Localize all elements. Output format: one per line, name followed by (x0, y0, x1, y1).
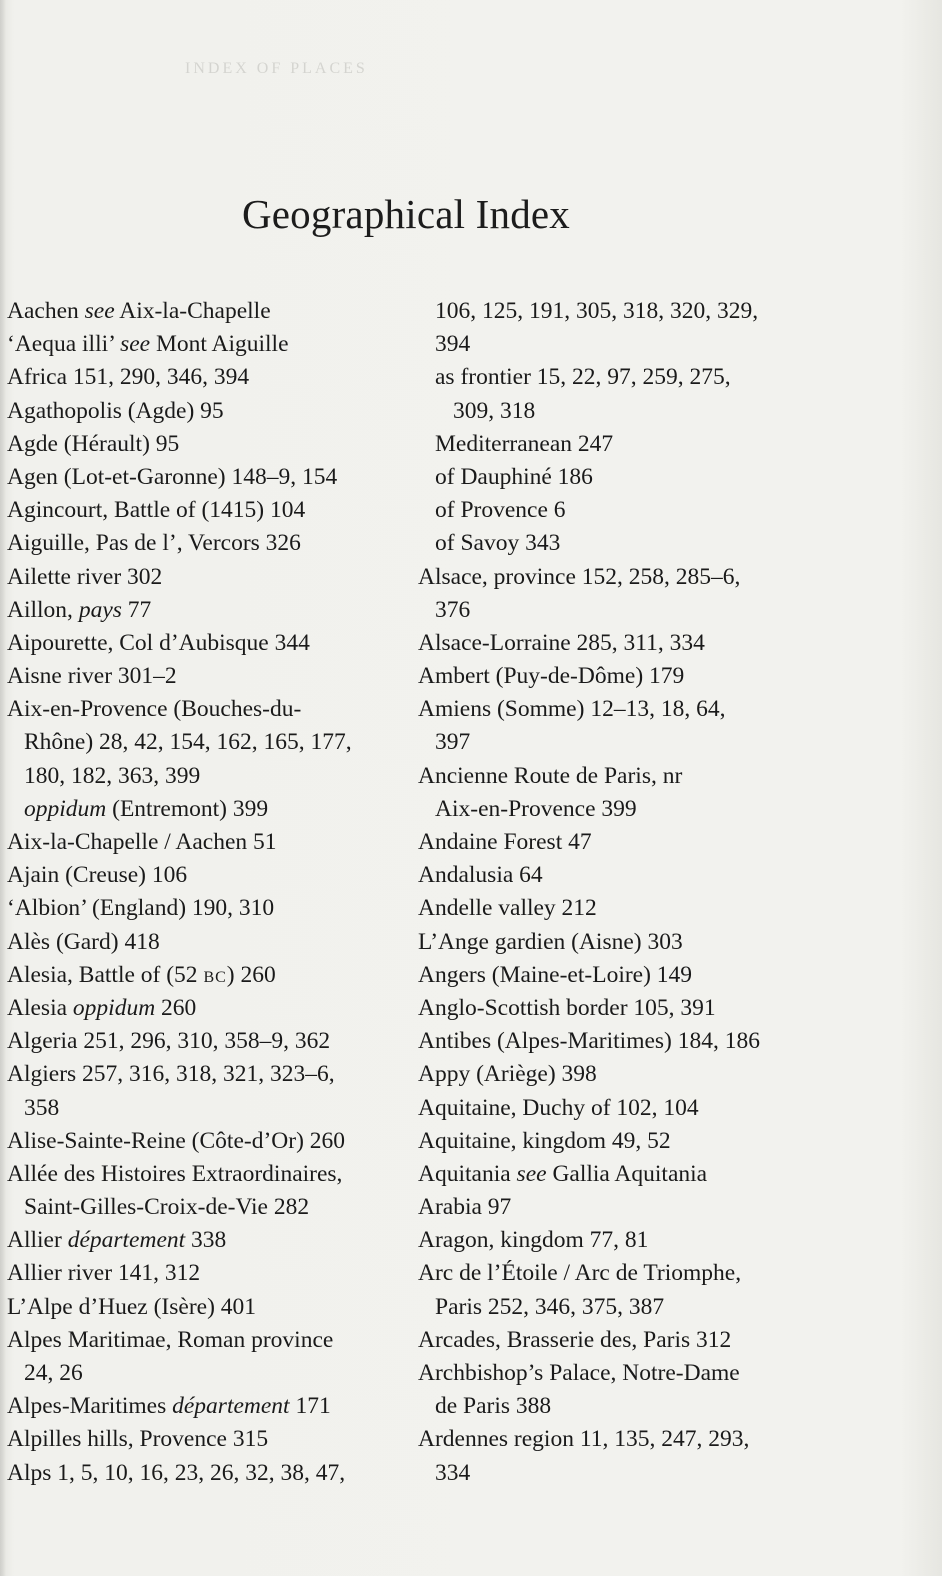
index-entry-line (418, 859, 838, 892)
index-entry-line (418, 992, 838, 1025)
index-column-left (7, 295, 407, 1490)
show-through-header: INDEX OF PLACES (185, 60, 368, 77)
index-entry-line (418, 793, 838, 826)
index-entry-line (7, 295, 407, 328)
entry-text: Alpilles hills, Provence 315 (7, 1426, 269, 1453)
entry-text: of Savoy 343 (435, 530, 561, 557)
entry-text: Paris 252, 346, 375, 387 (435, 1293, 665, 1320)
index-entry-line (418, 760, 838, 793)
entry-text: 397 (435, 729, 471, 756)
index-entry-line (7, 1324, 407, 1357)
entry-text: Saint-Gilles-Croix-de-Vie 282 (24, 1194, 310, 1221)
italic-term: see (84, 298, 115, 324)
entry-text: Algiers 257, 316, 318, 321, 323–6, (7, 1061, 335, 1088)
entry-text: 338 (185, 1227, 227, 1254)
index-entry-line (7, 1224, 407, 1257)
entry-text: ‘Albion’ (England) 190, 310 (7, 895, 275, 922)
entry-text: L’Alpe d’Huez (Isère) 401 (7, 1293, 257, 1320)
index-entry-line (418, 494, 838, 527)
entry-text: de Paris 388 (435, 1393, 552, 1420)
entry-text: Ailette river 302 (7, 563, 163, 590)
index-entry-line (7, 1423, 407, 1456)
entry-text: Allée des Histoires Extraordinaires, (7, 1160, 343, 1187)
entry-text: 309, 318 (453, 397, 536, 424)
entry-text: (Entremont) 399 (106, 795, 269, 822)
entry-text: Aix-en-Provence (Bouches-du- (7, 696, 302, 723)
index-entry-line (7, 561, 407, 594)
index-entry-line (7, 527, 407, 560)
index-entry-line (418, 1092, 838, 1125)
entry-text: Arc de l’Étoile / Arc de Triomphe, (418, 1260, 742, 1287)
index-entry-line (7, 594, 407, 627)
index-entry-line (7, 428, 407, 461)
index-entry-line (418, 726, 838, 759)
entry-text: Alpes-Maritimes (7, 1393, 173, 1420)
index-entry-line (7, 494, 407, 527)
index-entry-line (418, 1025, 838, 1058)
entry-text: Ajain (Creuse) 106 (7, 862, 188, 889)
index-entry-line (418, 926, 838, 959)
index-entry-line (7, 1058, 407, 1091)
entry-text: Aillon, (7, 596, 79, 623)
entry-text: L’Ange gardien (Aisne) 303 (418, 928, 683, 955)
entry-text: Aipourette, Col d’Aubisque 344 (7, 629, 310, 656)
entry-text: 358 (24, 1094, 60, 1121)
entry-text: Rhône) 28, 42, 154, 162, 165, 177, (24, 729, 352, 756)
entry-text: Anglo-Scottish border 105, 391 (418, 994, 716, 1021)
index-entry-line (418, 1390, 838, 1423)
index-entry-line (418, 561, 838, 594)
entry-text: ) 260 (226, 961, 276, 988)
italic-term: département (172, 1393, 290, 1420)
index-entry-line (7, 826, 407, 859)
index-entry-line (418, 1158, 838, 1191)
index-entry-line (418, 328, 838, 361)
index-entry-line (418, 527, 838, 560)
index-entry-line (418, 1357, 838, 1390)
entry-text: Aiguille, Pas de l’, Vercors 326 (7, 530, 301, 557)
index-entry-line (7, 1357, 407, 1390)
entry-text: Aquitaine, Duchy of 102, 104 (418, 1094, 699, 1121)
entry-text: Aachen (7, 298, 85, 324)
entry-text: Aix-la-Chapelle (114, 298, 271, 324)
entry-text: Amiens (Somme) 12–13, 18, 64, (418, 696, 726, 723)
entry-text: Andaine Forest 47 (418, 829, 592, 855)
index-entry-line (7, 693, 407, 726)
index-entry-line (418, 1058, 838, 1091)
entry-text: Andelle valley 212 (418, 895, 597, 922)
index-entry-line (418, 627, 838, 660)
entry-text: 334 (435, 1459, 471, 1486)
index-entry-line (418, 693, 838, 726)
index-entry-line (418, 1291, 838, 1324)
index-entry-line (7, 859, 407, 892)
entry-text: Gallia Aquitania (546, 1160, 708, 1187)
entry-text: Antibes (Alpes-Maritimes) 184, 186 (418, 1028, 761, 1055)
entry-text: Alsace, province 152, 258, 285–6, (418, 563, 741, 590)
index-entry-line (418, 1423, 838, 1456)
index-entry-line (7, 660, 407, 693)
index-column-right (418, 295, 838, 1490)
entry-text: Agincourt, Battle of (1415) 104 (7, 497, 306, 524)
entry-text: Arabia 97 (418, 1194, 512, 1221)
index-entry-line (7, 1191, 407, 1224)
entry-text: 260 (155, 994, 197, 1021)
index-entry-line (7, 793, 407, 826)
entry-text: 77 (121, 596, 152, 623)
entry-text: Alise-Sainte-Reine (Côte-d’Or) 260 (7, 1127, 346, 1154)
index-entry-line (7, 926, 407, 959)
entry-text: Mont Aiguille (150, 331, 289, 358)
index-entry-line (7, 395, 407, 428)
entry-text: Aix-en-Provence 399 (435, 795, 637, 822)
entry-text: 106, 125, 191, 305, 318, 320, 329, (435, 298, 759, 324)
italic-term: oppidum (72, 994, 156, 1021)
index-entry-line (418, 461, 838, 494)
entry-text: Aix-la-Chapelle / Aachen 51 (7, 829, 277, 855)
index-entry-line (418, 1224, 838, 1257)
entry-text: Allier (7, 1227, 68, 1254)
index-entry-line (418, 395, 838, 428)
index-entry-line (418, 361, 838, 394)
entry-text: Agen (Lot-et-Garonne) 148–9, 154 (7, 463, 338, 490)
italic-term: see (516, 1160, 547, 1187)
entry-text: Alesia, Battle of (52 (7, 961, 204, 988)
entry-text: 376 (435, 596, 471, 623)
entry-text: Alpes Maritimae, Roman province (7, 1326, 334, 1353)
index-entry-line (7, 726, 407, 759)
italic-term: pays (78, 596, 122, 623)
index-entry-line (7, 1291, 407, 1324)
index-entry-line (7, 361, 407, 394)
index-entry-line (418, 428, 838, 461)
index-entry-line (7, 959, 407, 992)
entry-text: of Dauphiné 186 (435, 463, 593, 490)
entry-text: Alesia (7, 994, 73, 1021)
index-entry-line (418, 1257, 838, 1290)
index-entry-line (7, 760, 407, 793)
index-entry-line (418, 892, 838, 925)
index-entry-line (7, 1158, 407, 1191)
entry-text: Algeria 251, 296, 310, 358–9, 362 (7, 1028, 331, 1055)
entry-text: Alsace-Lorraine 285, 311, 334 (418, 629, 705, 656)
entry-text: 171 (289, 1393, 331, 1420)
entry-text: Ancienne Route de Paris, nr (418, 762, 683, 789)
entry-text: Agde (Hérault) 95 (7, 430, 180, 457)
entry-text: Alps 1, 5, 10, 16, 23, 26, 32, 38, 47, (7, 1459, 346, 1486)
index-entry-line (7, 1125, 407, 1158)
entry-text: as frontier 15, 22, 97, 259, 275, (435, 364, 731, 391)
entry-text: Arcades, Brasserie des, Paris 312 (418, 1326, 732, 1353)
entry-text: of Provence 6 (435, 497, 566, 524)
italic-term: see (120, 331, 151, 358)
index-entry-line (7, 461, 407, 494)
entry-text: Africa 151, 290, 346, 394 (7, 364, 250, 391)
entry-text: Agathopolis (Agde) 95 (7, 397, 224, 424)
entry-text: ‘Aequa illi’ (7, 331, 121, 358)
entry-text: Aquitania (418, 1160, 517, 1187)
italic-term: département (67, 1227, 186, 1254)
entry-text: Appy (Ariège) 398 (418, 1061, 597, 1088)
index-entry-line (7, 1457, 407, 1490)
index-entry-line (7, 892, 407, 925)
index-entry-line (7, 1092, 407, 1125)
index-entry-line (418, 826, 838, 859)
entry-text: Angers (Maine-et-Loire) 149 (418, 961, 693, 988)
index-entry-line (7, 328, 407, 361)
index-entry-line (7, 627, 407, 660)
index-entry-line (7, 1257, 407, 1290)
entry-text: Alès (Gard) 418 (7, 928, 160, 955)
entry-text: Aquitaine, kingdom 49, 52 (418, 1127, 671, 1154)
entry-text: Ardennes region 11, 135, 247, 293, (418, 1426, 750, 1453)
entry-text: Aragon, kingdom 77, 81 (418, 1227, 649, 1254)
index-entry-line (418, 959, 838, 992)
index-entry-line (418, 295, 838, 328)
entry-text: Andalusia 64 (418, 862, 543, 889)
page-title: Geographical Index (241, 191, 571, 237)
entry-text: Allier river 141, 312 (7, 1260, 201, 1287)
index-entry-line (418, 660, 838, 693)
index-entry-line (418, 1457, 838, 1490)
italic-term: oppidum (24, 795, 107, 822)
entry-text: Aisne river 301–2 (7, 663, 177, 690)
index-entry-line (418, 1125, 838, 1158)
entry-text: Mediterranean 247 (435, 430, 614, 457)
entry-text: 180, 182, 363, 399 (24, 762, 201, 789)
entry-text: Archbishop’s Palace, Notre-Dame (418, 1360, 740, 1386)
index-entry-line (7, 1025, 407, 1058)
index-entry-line (418, 594, 838, 627)
small-caps-term: bc (203, 961, 227, 988)
entry-text: 24, 26 (24, 1360, 83, 1386)
index-entry-line (418, 1191, 838, 1224)
entry-text: Ambert (Puy-de-Dôme) 179 (418, 663, 685, 690)
index-entry-line (418, 1324, 838, 1357)
index-entry-line (7, 992, 407, 1025)
index-entry-line (7, 1390, 407, 1423)
entry-text: 394 (435, 331, 471, 358)
